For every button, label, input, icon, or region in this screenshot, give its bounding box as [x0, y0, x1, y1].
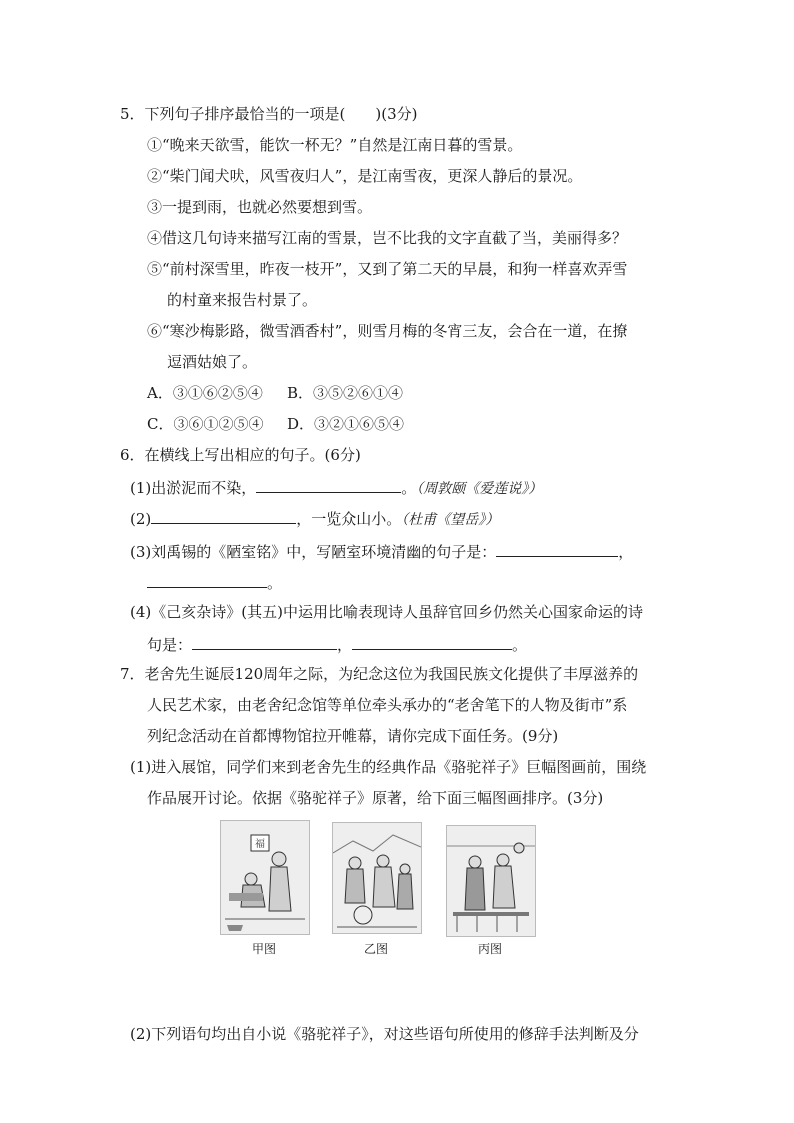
q7-line-3: 列纪念活动在首都博物馆拉开帷幕，请你完成下面任务。(9分)	[147, 727, 559, 745]
q6-p1-blank[interactable]	[256, 476, 401, 493]
illustration-yi	[332, 822, 422, 934]
q6-p1-source: （周敦颐《爱莲说》）	[416, 481, 543, 497]
q5-stem: 5．下列句子排序最恰当的一项是( )(3分)	[120, 105, 418, 123]
illustration-jia-drawing	[221, 821, 309, 934]
q7-line-2: 人民艺术家，由老舍纪念馆等单位牵头承办的“老舍笔下的人物及街市”系	[147, 696, 628, 714]
q5-sentence-5a: ⑤“前村深雪里，昨夜一枝开”，又到了第二天的早晨，和狗一样喜欢弄雪	[147, 260, 628, 278]
q6-p2-suffix: ，一览众山小。	[296, 510, 402, 528]
q5-sentence-5b: 的村童来报告村景了。	[167, 291, 318, 309]
q5-option-a: A．③①⑥②⑤④	[147, 384, 263, 402]
q5-sentence-6b: 逗酒姑娘了。	[167, 353, 258, 371]
q5-sentence-6a: ⑥“寒沙梅影路，微雪酒香村”，则雪月梅的冬宵三友，会合在一道，在撩	[147, 322, 628, 340]
q5-sentence-3: ③一提到雨，也就必然要想到雪。	[147, 198, 373, 216]
q6-p3-blank-2[interactable]	[147, 571, 267, 588]
q6-p3-text: (3)刘禹锡的《陋室铭》中，写陋室环境清幽的句子是：	[130, 543, 497, 561]
q7-part-2-line-1: (2)下列语句均出自小说《骆驼祥子》，对这些语句所使用的修辞手法判断及分	[130, 1025, 639, 1043]
q6-part-3	[130, 540, 633, 562]
q6-p4-blank-2[interactable]	[352, 633, 512, 650]
q6-p2-blank[interactable]	[151, 507, 296, 524]
svg-text:福: 福	[255, 839, 265, 850]
q6-p4-blank-1[interactable]	[192, 633, 337, 650]
q6-p2-prefix: (2)	[130, 510, 152, 528]
q6-p3-comma: ，	[618, 543, 634, 561]
q6-p4-end: 。	[512, 636, 528, 654]
caption-jia: 甲图	[251, 942, 276, 956]
q5-option-c: C．③⑥①②⑤④	[147, 415, 264, 433]
illustration-yi-drawing	[333, 823, 421, 933]
q6-p3-end: 。	[267, 574, 283, 592]
caption-yi: 乙图	[363, 942, 388, 956]
q6-part-4: (4)《己亥杂诗》(其五)中运用比喻表现诗人虽辞官回乡仍然关心国家命运的诗	[130, 603, 643, 621]
q5-sentence-1: ①“晚来天欲雪，能饮一杯无？”自然是江南日暮的雪景。	[147, 136, 523, 154]
q6-part-3-cont	[147, 571, 282, 593]
q6-p1-suffix: 。	[401, 479, 417, 497]
caption-bing: 丙图	[477, 942, 502, 956]
q6-stem: 6．在横线上写出相应的句子。(6分)	[120, 446, 361, 464]
q7-line-1: 7．老舍先生诞辰120周年之际，为纪念这位为我国民族文化提供了丰厚滋养的	[120, 665, 639, 683]
q6-part-2	[130, 507, 499, 530]
q6-p1-prefix: (1)出淤泥而不染，	[130, 479, 257, 497]
q6-part-4-cont	[147, 633, 527, 655]
q5-sentence-4: ④借这几句诗来描写江南的雪景，岂不比我的文字直截了当，美丽得多？	[147, 229, 628, 247]
illustration-bing	[446, 825, 536, 937]
q5-option-d: D．③②①⑥⑤④	[287, 415, 405, 433]
q6-p4-prefix: 句是：	[147, 636, 193, 654]
q6-part-1	[130, 476, 542, 499]
q6-p4-comma: ，	[337, 636, 353, 654]
q6-p2-source: （杜甫《望岳》）	[401, 512, 500, 528]
q7-part-1-line-2: 作品展开讨论。依据《骆驼祥子》原著，给下面三幅图画排序。(3分)	[147, 789, 604, 807]
q5-option-b: B．③⑤②⑥①④	[287, 384, 404, 402]
illustration-jia	[220, 820, 310, 935]
q5-sentence-2: ②“柴门闻犬吠，风雪夜归人”，是江南雪夜，更深人静后的景况。	[147, 167, 583, 185]
q6-p3-blank-1[interactable]	[496, 540, 618, 557]
q7-part-1-line-1: (1)进入展馆，同学们来到老舍先生的经典作品《骆驼祥子》巨幅图画前，围绕	[130, 758, 647, 776]
illustration-bing-drawing	[447, 826, 535, 936]
